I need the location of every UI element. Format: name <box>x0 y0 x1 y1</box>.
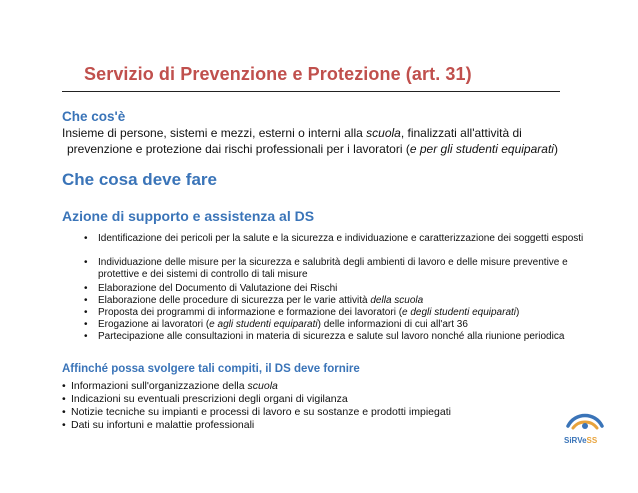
bullet-icon: • <box>84 331 88 342</box>
list-item-text <box>71 380 278 392</box>
list-item <box>62 393 348 406</box>
list-item-text <box>98 283 588 295</box>
list-item-text <box>98 233 588 245</box>
slide-title: Servizio di Prevenzione e Protezione (art. 31) <box>84 64 472 84</box>
bullet-icon: • <box>84 283 88 294</box>
logo-wordmark: SiRVeSS <box>564 436 598 445</box>
definition-text: ) <box>553 142 558 156</box>
definition-line-2 <box>67 142 558 156</box>
list-item-text <box>71 393 348 405</box>
bullet-icon: • <box>62 419 66 431</box>
bullet-icon: • <box>62 380 66 392</box>
bullet-icon: • <box>84 257 88 268</box>
list-item-text <box>98 257 588 281</box>
bullet-icon: • <box>84 295 88 306</box>
list-item <box>62 380 278 393</box>
bullet-icon: • <box>84 319 88 330</box>
item-text: Individuazione delle misure per la sicurezza e salubrità degli ambienti di lavoro e delle misure preventive e protettive e dei sistemi di controllo di tali misure <box>98 257 568 280</box>
list-item <box>62 406 451 419</box>
item-text: ) delle informazioni di cui all'art 36 <box>317 319 468 330</box>
item-text: Elaborazione del Documento di Valutazione dei Rischi <box>98 283 338 294</box>
item-emphasis: e degli studenti equiparati <box>402 307 517 318</box>
bullet-icon: • <box>84 307 88 318</box>
item-text: Erogazione ai lavoratori ( <box>98 319 210 330</box>
section-what-heading: Che cos'è <box>62 109 126 124</box>
item-text: Indicazioni su eventuali prescrizioni degli organi di vigilanza <box>71 393 348 405</box>
item-text: Partecipazione alle consultazioni in materia di sicurezza e salute sul lavoro nonché alla riunione periodica <box>98 331 565 342</box>
section-tasks-heading: Che cosa deve fare <box>62 170 217 189</box>
item-emphasis: e agli studenti equiparati <box>209 319 318 330</box>
item-text: Dati su infortuni e malattie professionali <box>71 419 255 431</box>
list-item-text <box>71 419 254 431</box>
item-emphasis: scuola <box>247 380 278 392</box>
list-item-text <box>98 295 588 307</box>
definition-emphasis: e per gli studenti equiparati <box>409 142 554 156</box>
definition-emphasis: scuola <box>366 126 401 140</box>
list-item <box>62 419 254 432</box>
list-item-text <box>98 319 588 331</box>
definition-text: Insieme di persone, sistemi e mezzi, esterni o interni alla <box>62 126 367 140</box>
item-text: Proposta dei programmi di informazione e formazione dei lavoratori ( <box>98 307 403 318</box>
bullet-icon: • <box>62 406 66 418</box>
item-emphasis: della scuola <box>370 295 424 306</box>
support-subheading: Azione di supporto e assistenza al DS <box>62 208 315 224</box>
bullet-icon: • <box>84 233 88 244</box>
title-divider <box>62 91 560 92</box>
definition-text: prevenzione e protezione dai rischi professionali per i lavoratori ( <box>67 142 410 156</box>
item-text: ) <box>516 307 520 318</box>
ds-provide-heading: Affinché possa svolgere tali compiti, il DS deve fornire <box>62 363 360 375</box>
definition-text: , finalizzati all'attività di <box>400 126 522 140</box>
item-text: Informazioni sull'organizzazione della <box>71 380 248 392</box>
item-text: Elaborazione delle procedure di sicurezza per le varie attività <box>98 295 371 306</box>
list-item-text <box>98 331 588 343</box>
bullet-icon: • <box>62 393 66 405</box>
list-item-text <box>71 406 451 418</box>
definition-line-1 <box>62 126 522 140</box>
list-item-text <box>98 307 588 319</box>
item-text: Notizie tecniche su impianti e processi di lavoro e su sostanze e prodotti impiegati <box>71 406 451 418</box>
item-text: Identificazione dei pericoli per la salute e la sicurezza e individuazione e caratterizzazione dei soggetti esposti <box>98 233 584 244</box>
